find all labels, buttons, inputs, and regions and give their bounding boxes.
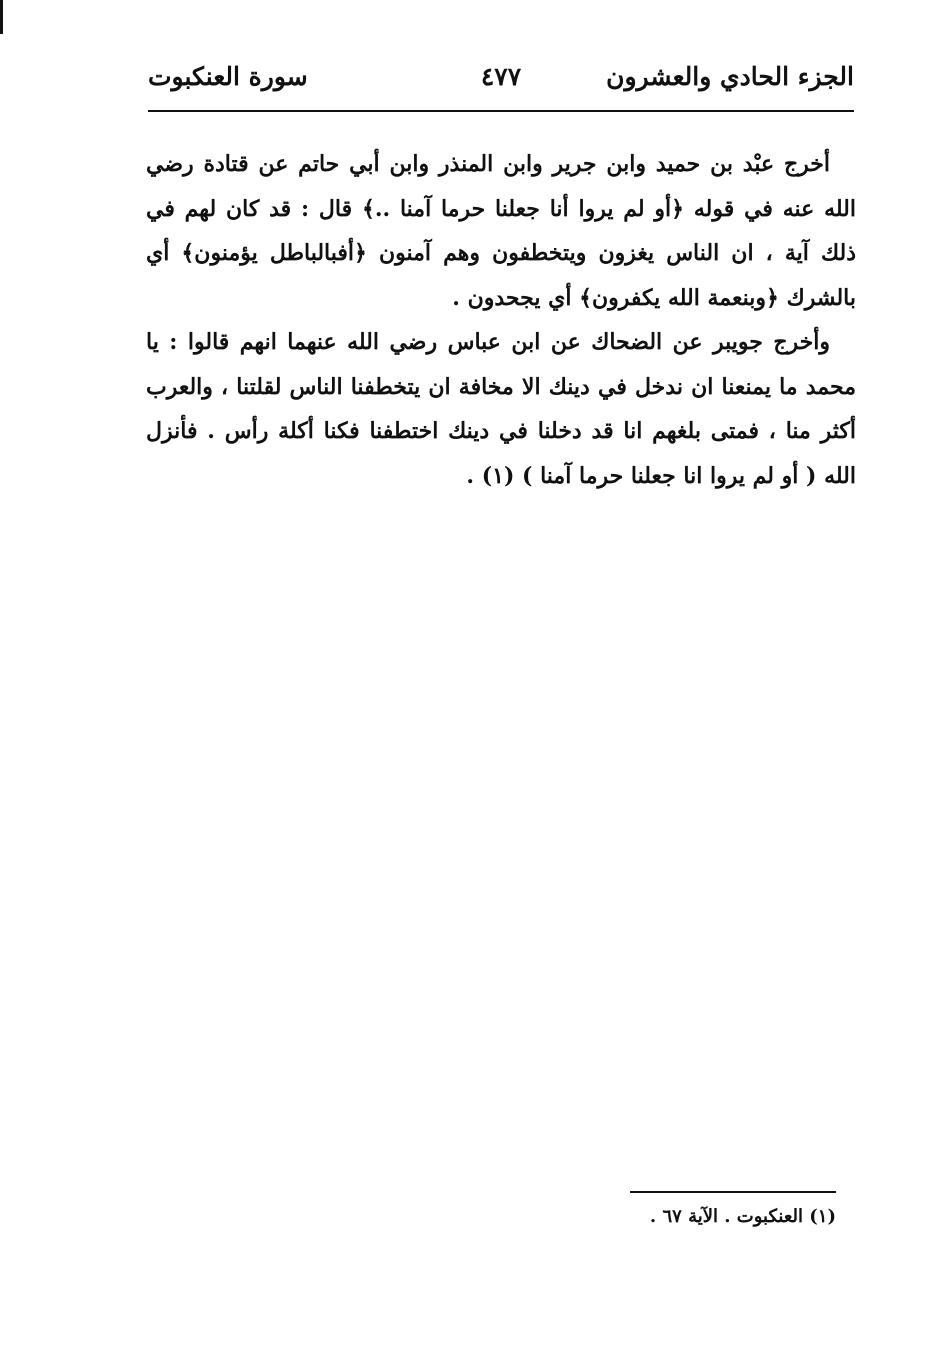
header-divider xyxy=(148,110,854,112)
page-number: ٤٧٧ xyxy=(480,62,522,91)
header-surah-title: سورة العنكبوت xyxy=(148,62,308,91)
page-header xyxy=(148,62,854,106)
footnote-divider xyxy=(630,1191,836,1193)
paragraph-qatada: أخرج عبْد بن حميد وابن جرير وابن المنذر وابن أبي حاتم عن قتادة رضي الله عنه في قوله ﴿أو لم يروا أنا جعلنا حرما آمنا ..﴾ قال : قد كان لهم في ذلك آية ، ان الناس يغزون ويتخطفون وهم آمنون ﴿أفبالباطل يؤمنون﴾ أي بالشرك ﴿وبنعمة الله يكفرون﴾ أي يجحدون . xyxy=(146,151,856,311)
header-part-title: الجزء الحادي والعشرون xyxy=(606,62,854,91)
scan-edge-mark xyxy=(0,0,3,34)
footnote: (١) العنكبوت . الآية ٦٧ . xyxy=(649,1206,836,1227)
main-text xyxy=(146,142,856,498)
paragraph-juwaybir: وأخرج جويبر عن الضحاك عن ابن عباس رضي الله عنهما انهم قالوا : يا محمد ما يمنعنا ان ندخل في دينك الا مخافة ان يتخطفنا الناس لقلتنا ، والعرب أكثر منا ، فمتى بلغهم انا قد دخلنا في دينك اختطفنا فكنا أكلة رأس . فأنزل الله ( أو لم يروا انا جعلنا حرما آمنا ) (١) . xyxy=(146,329,856,489)
